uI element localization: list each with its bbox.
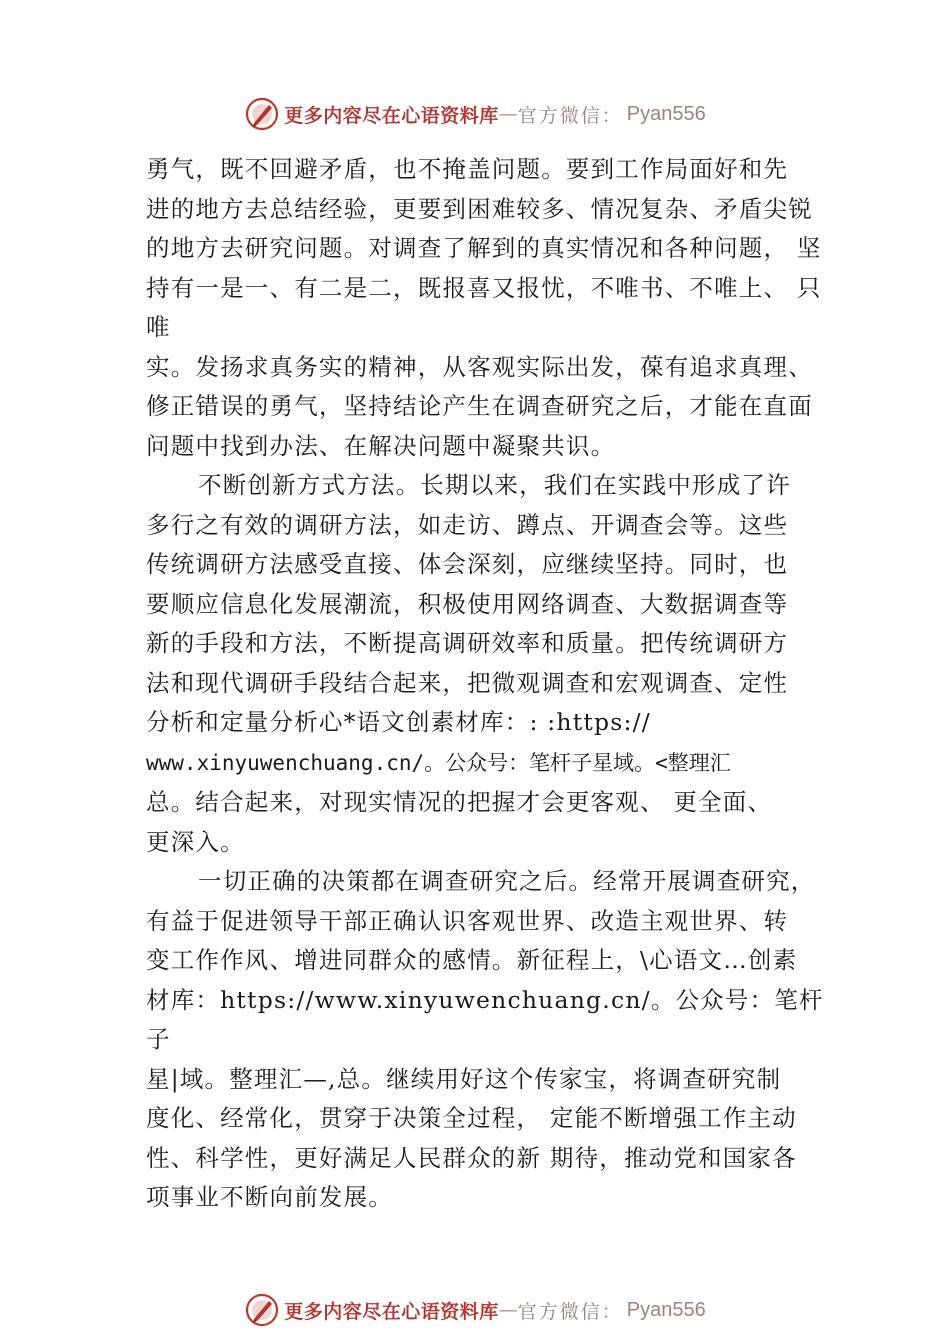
text-line: 勇气，既不回避矛盾，也不掩盖问题。要到工作局面好和先 [146,155,789,183]
banner-official-label: 官方微信： [517,1300,623,1323]
text-line: 一切正确的决策都在调查研究之后。经常开展调查研究， [198,867,816,895]
paragraph-1 [146,150,826,466]
paragraph-2 [146,466,826,862]
banner-library-text: 更多内容尽在心语资料库 [284,104,499,127]
text-line-url: www.xinyuwenchuang.cn/。公众号：笔杆子星域。<整理汇 [146,750,731,775]
banner-wechat-id: Pyan556 [626,102,706,125]
text-line: 分析和定量分析心*语文创素材库：: :https:// [146,708,651,736]
paragraph-3 [146,862,826,1218]
text-line: 更深入。 [146,827,245,856]
banner-official-label: 官方微信： [517,104,623,127]
text-line: 法和现代调研手段结合起来，把微观调查和宏观调查、定性 [146,668,789,697]
text-line: 的地方去研究问题。对调查了解到的真实情况和各种问题， 坚 [146,234,822,262]
banner-dash: — [498,1299,518,1321]
banner-wechat-id: Pyan556 [626,1298,706,1321]
text-line: 有益于促进领导干部正确认识客观世界、改造主观世界、转 [146,906,789,935]
header-banner [0,92,950,136]
pen-seal-logo-icon [244,96,280,132]
text-line: 修正错误的勇气，坚持结论产生在调查研究之后，才能在直面 [146,392,813,420]
text-line: 总。结合起来，对现实情况的把握才会更客观、 更全面、 [146,788,773,816]
text-line: 材库：https://www.xinyuwenchuang.cn/。公众号：笔杆子 [146,985,824,1053]
text-line: 项事业不断向前发展。 [146,1183,393,1211]
text-line: 问题中找到办法、在解决问题中凝聚共识。 [146,431,616,460]
text-line: 传统调研方法感受直接、体会深刻，应继续坚持。同时，也 [146,550,789,578]
text-line: 星|域。整理汇—,总。继续用好这个传家宝，将调查研究制 [146,1064,782,1093]
text-line: 新的手段和方法，不断提高调研效率和质量。把传统调研方 [146,629,789,657]
text-line: 不断创新方式方法。长期以来，我们在实践中形成了许 [198,471,791,499]
text-line: 性、科学性，更好满足人民群众的新 期待，推动党和国家各 [146,1143,797,1172]
footer-banner [0,1288,950,1332]
banner-dash: — [498,103,518,125]
text-line: 度化、经常化，贯穿于决策全过程， 定能不断增强工作主动 [146,1104,797,1132]
banner-library-text: 更多内容尽在心语资料库 [284,1300,499,1323]
text-line: 实。发扬求真务实的精神，从客观实际出发，葆有追求真理、 [146,352,813,381]
text-line: 进的地方去总结经验，更要到困难较多、情况复杂、矛盾尖锐 [146,194,813,223]
text-line: 多行之有效的调研方法，如走访、蹲点、开调查会等。这些 [146,510,789,539]
text-line: 要顺应信息化发展潮流，积极使用网络调查、大数据调查等 [146,589,789,618]
text-line: 变工作作风、增进同群众的感情。新征程上，\心语文…创素 [146,946,798,974]
pen-seal-logo-icon [244,1292,280,1328]
document-body [146,150,826,1218]
text-line: 持有一是一、有二是二，既报喜又报忧，不唯书、不唯上、 只唯 [146,273,822,341]
